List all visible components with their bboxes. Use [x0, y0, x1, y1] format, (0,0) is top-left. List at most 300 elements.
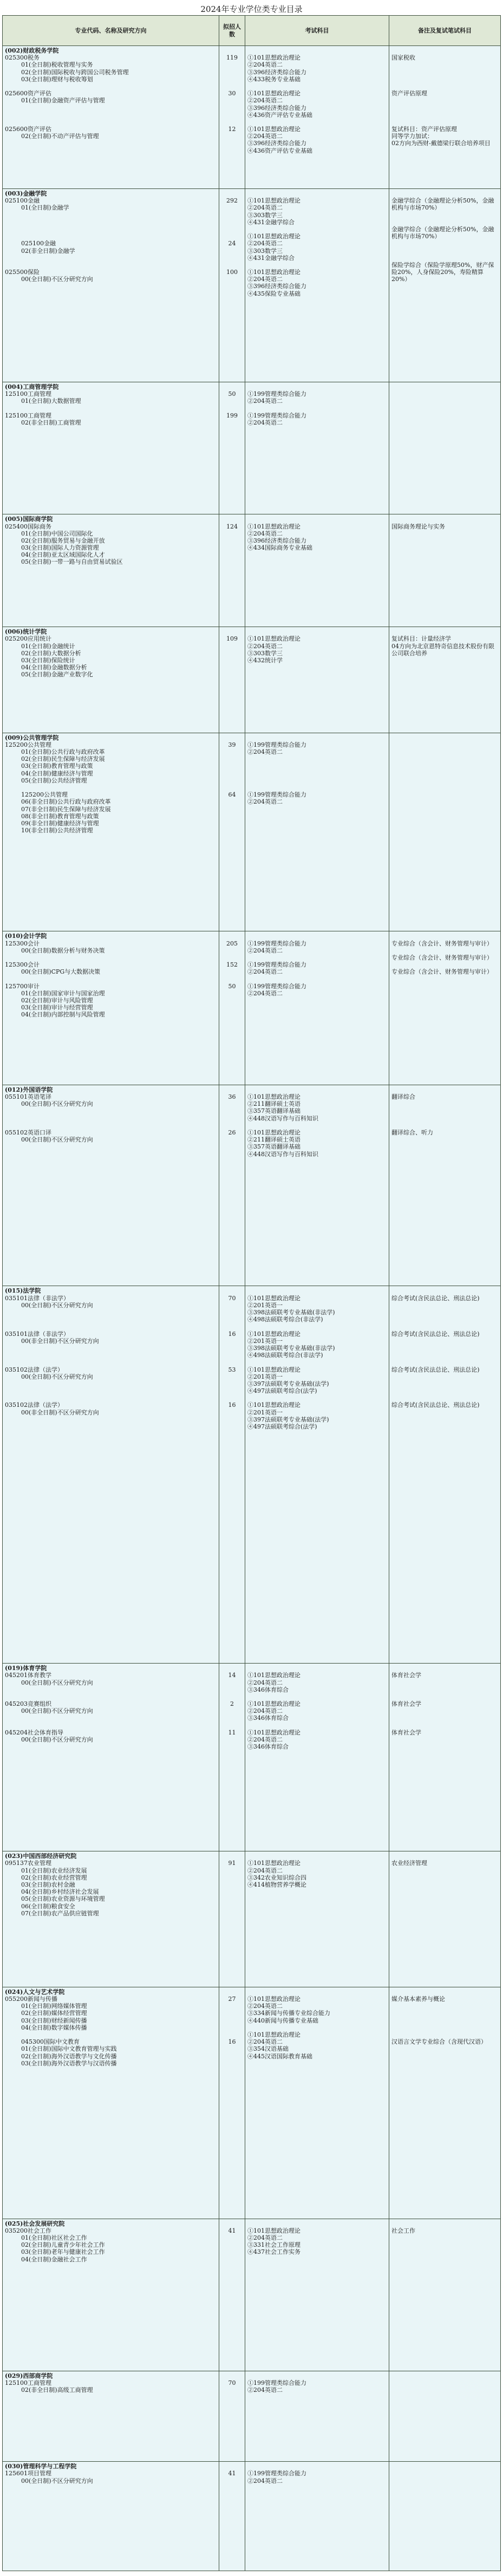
spacer — [391, 2060, 498, 2067]
spacer — [247, 954, 387, 961]
exam-cell — [245, 46, 389, 189]
spacer — [247, 806, 387, 813]
department-name: (019)体育学院 — [5, 1665, 47, 1672]
spacer — [391, 1665, 498, 1672]
note-text — [391, 412, 498, 419]
spacer — [221, 1686, 243, 1693]
quota-value: 27 16 — [228, 1995, 236, 2046]
exam-subject: ②201英语一 — [247, 1408, 283, 1416]
spacer — [247, 2394, 387, 2401]
dept-block-row — [3, 382, 501, 514]
spacer — [391, 834, 498, 841]
research-direction: 00(全日制)不区分研究方向 — [21, 1736, 93, 1744]
note-text: 专业综合（含会计、财务管理与审计） — [391, 940, 493, 947]
spacer — [221, 1100, 243, 1107]
program-name: 125700审计 — [5, 982, 40, 990]
exam-cell — [245, 1286, 389, 1664]
research-direction: 01(全日制)金融学 — [21, 204, 69, 212]
spacer — [221, 2053, 243, 2060]
note-text: 国际商务理论与实务 — [391, 523, 445, 530]
spacer — [391, 1394, 498, 1401]
program-cell — [3, 2219, 219, 2371]
research-direction: 04(全日制)乡村经济社会发展 — [21, 1888, 99, 1896]
exam-subject: ④434国际商务专业基础 — [247, 544, 312, 552]
spacer — [247, 1019, 387, 1026]
exam-subject: ④431金融学综合 — [247, 254, 295, 262]
spacer — [221, 1714, 243, 1721]
spacer — [221, 1151, 243, 1158]
spacer — [247, 1693, 387, 1700]
spacer — [391, 975, 498, 982]
spacer — [5, 1693, 217, 1700]
department-name: (029)西部商学院 — [5, 2372, 53, 2379]
research-direction: 03(全日制)审计与经营管理 — [21, 1004, 93, 1012]
spacer — [5, 426, 217, 433]
spacer — [391, 1100, 498, 1107]
spacer — [391, 2372, 498, 2379]
exam-cell — [245, 627, 389, 733]
spacer — [221, 820, 243, 827]
dept-block-row — [3, 2462, 501, 2571]
research-direction: 01(全日制)税收管理与实务 — [21, 61, 93, 69]
spacer — [391, 2256, 498, 2263]
quota-cell — [219, 1664, 245, 1851]
exam-subject: ④435保险专业基础 — [247, 290, 301, 297]
spacer — [221, 1143, 243, 1150]
exam-subject: ④498法硕联考综合(非法学) — [247, 1316, 323, 1323]
dept-block-row — [3, 514, 501, 627]
research-direction — [5, 212, 217, 219]
dept-block-row — [3, 2371, 501, 2461]
spacer — [221, 2263, 243, 2270]
spacer — [391, 1409, 498, 1416]
spacer — [391, 69, 498, 76]
spacer — [221, 1917, 243, 1924]
note-text: 综合考试(含民法总论、刑法总论) — [391, 1294, 480, 1302]
spacer — [5, 566, 217, 573]
spacer — [391, 1430, 498, 1437]
research-direction: 00(全日制)不区分研究方向 — [21, 1679, 93, 1686]
exam-subject: ②204英语二 — [247, 989, 283, 997]
spacer — [5, 2394, 217, 2401]
spacer — [391, 1316, 498, 1323]
research-direction: 03(全日制)理财与税收筹划 — [21, 75, 93, 83]
note-text: 综合考试(含民法总论、刑法总论) — [391, 1330, 480, 1338]
spacer — [391, 784, 498, 791]
exam-subject: ②204英语二 — [247, 61, 283, 69]
exam-subject: ④448汉语写作与百科知识 — [247, 1114, 318, 1122]
table-header-row — [3, 16, 501, 46]
exam-subject: ②204英语二 — [247, 276, 283, 283]
spacer — [391, 1122, 498, 1129]
spacer — [247, 678, 387, 685]
spacer — [247, 190, 387, 197]
spacer — [247, 1323, 387, 1330]
spacer — [221, 1910, 243, 1917]
spacer — [5, 2484, 217, 2492]
exam-subject: ①101思想政治理论 — [247, 2227, 301, 2234]
spacer — [221, 426, 243, 433]
dept-block-row — [3, 1987, 501, 2219]
spacer — [247, 2463, 387, 2470]
quota-cell — [219, 189, 245, 382]
spacer — [5, 1316, 217, 1323]
research-direction: 02(全日制)服务贸易与金融开放 — [21, 537, 105, 544]
spacer — [391, 1309, 498, 1316]
research-direction: 01(全日制)国际中文教育管理与实践 — [21, 2045, 117, 2053]
spacer — [221, 140, 243, 147]
research-direction: 04(全日制)亚太区域国际化人才 — [21, 551, 105, 559]
research-direction: 00(全日制)不区分研究方向 — [21, 276, 93, 283]
spacer — [221, 1380, 243, 1387]
spacer — [247, 83, 387, 90]
spacer — [391, 1750, 498, 1757]
spacer — [391, 397, 498, 405]
research-direction — [5, 233, 217, 240]
exam-subject: ③346体育综合 — [247, 1714, 289, 1722]
spacer — [221, 154, 243, 161]
research-direction: 02(全日制)不动产评估与管理 — [21, 133, 99, 140]
spacer — [221, 1881, 243, 1888]
spacer — [391, 748, 498, 755]
spacer — [5, 1019, 217, 1026]
spacer — [5, 2263, 217, 2270]
spacer — [391, 770, 498, 777]
exam-subject: ④436资产评估专业基础 — [247, 147, 312, 154]
spacer — [221, 112, 243, 119]
spacer — [247, 997, 387, 1004]
spacer — [391, 1338, 498, 1345]
spacer — [391, 419, 498, 426]
spacer — [221, 61, 243, 68]
spacer — [247, 551, 387, 558]
spacer — [221, 147, 243, 154]
quota-cell — [219, 1085, 245, 1286]
research-direction: 02(全日制)媒体经营管理 — [21, 2010, 87, 2017]
quota-value: 70 — [228, 2379, 236, 2386]
spacer — [5, 1323, 217, 1330]
exam-subject: ②201英语一 — [247, 1301, 283, 1309]
spacer — [247, 975, 387, 982]
quota-cell — [219, 2462, 245, 2571]
spacer — [391, 664, 498, 671]
spacer — [221, 537, 243, 544]
note-text — [391, 741, 498, 748]
note-cell — [389, 1286, 501, 1664]
spacer — [5, 678, 217, 685]
exam-subject: ①101思想政治理论 — [247, 197, 301, 205]
spacer — [221, 968, 243, 975]
program-cell — [3, 514, 219, 627]
spacer — [221, 954, 243, 961]
exam-subject: ②204英语二 — [247, 419, 283, 426]
research-direction: 02(全日制)儿童青少年社会工作 — [21, 2241, 105, 2249]
spacer — [5, 262, 217, 269]
research-direction: 02(全日制)民生保障与经济发展 — [21, 755, 105, 763]
spacer — [221, 1323, 243, 1330]
research-direction: 01(全日制)金融资产评估与管理 — [21, 97, 105, 105]
spacer — [391, 961, 498, 968]
spacer — [391, 1679, 498, 1686]
quota-value: 41 — [228, 2227, 236, 2234]
spacer — [391, 1380, 498, 1387]
exam-subject: ②204英语二 — [247, 947, 283, 954]
exam-subject: ②211翻译硕士英语 — [247, 1100, 301, 1108]
quota-cell — [219, 1987, 245, 2219]
research-direction: 03(全日制)财经新闻传播 — [21, 2017, 87, 2024]
program-name: 045204社会体育指导 — [5, 1729, 63, 1736]
spacer — [247, 1004, 387, 1011]
spacer — [221, 975, 243, 982]
research-direction — [5, 226, 217, 233]
research-direction: 02(非全日制)高级工商管理 — [21, 2386, 93, 2394]
spacer — [391, 1423, 498, 1430]
research-direction: 05(全日制)农业资源与环境管理 — [21, 1895, 105, 1903]
quota-cell — [219, 733, 245, 931]
spacer — [391, 1714, 498, 1721]
research-direction: 05(全日制)金融产业数字化 — [21, 671, 93, 679]
spacer — [5, 1750, 217, 1757]
spacer — [247, 47, 387, 54]
exam-subject: ④437社会工作实务 — [247, 2248, 301, 2256]
quota-value: 205 — [226, 940, 238, 947]
quota-value: 36 — [228, 1093, 236, 1101]
research-direction: 00(全日制)CPG与大数据决策 — [21, 968, 101, 976]
exam-subject: ④414植物营养学概论 — [247, 1881, 306, 1889]
spacer — [221, 2386, 243, 2394]
spacer — [5, 1917, 217, 1924]
research-direction: 01(全日制)国家审计与国家治理 — [21, 989, 105, 997]
quota-cell — [219, 931, 245, 1085]
spacer — [391, 426, 498, 433]
research-direction: 04(全日制)金融社会工作 — [21, 2255, 87, 2263]
note-text — [391, 2379, 498, 2386]
program-cell — [3, 189, 219, 382]
program-cell — [3, 1085, 219, 1286]
program-cell — [3, 1987, 219, 2219]
spacer — [5, 112, 217, 119]
spacer — [221, 566, 243, 573]
spacer — [391, 2234, 498, 2241]
spacer — [221, 2484, 243, 2492]
exam-subject: ③396经济类综合能力 — [247, 283, 306, 290]
research-direction: 00(非全日制)不区分研究方向 — [21, 1408, 99, 1416]
spacer — [5, 1430, 217, 1437]
spacer — [391, 734, 498, 741]
spacer — [391, 791, 498, 798]
department-name: (004)工商管理学院 — [5, 383, 59, 390]
quota-value: 16 — [228, 1330, 236, 1338]
spacer — [221, 76, 243, 83]
spacer — [391, 1895, 498, 1902]
note-cell — [389, 627, 501, 733]
spacer — [221, 806, 243, 813]
spacer — [221, 2248, 243, 2255]
spacer — [247, 2484, 387, 2492]
exam-subject: ①101思想政治理论 — [247, 126, 301, 133]
quota-value: 70 — [228, 1294, 236, 1302]
exam-subject: ④497法硕联考综合(法学) — [247, 1423, 317, 1431]
spacer — [221, 643, 243, 650]
note-cell — [389, 514, 501, 627]
quota-value: 152 — [226, 961, 238, 969]
note-text: 资产评估原理 — [391, 90, 427, 97]
exam-subject: ④431金融学综合 — [247, 218, 295, 226]
program-name: 025200应用统计 — [5, 635, 51, 643]
research-direction: 125200公共管理 — [21, 791, 68, 799]
spacer — [221, 628, 243, 635]
spacer — [221, 1316, 243, 1323]
exam-subject: ③396经济类综合能力 — [247, 68, 306, 76]
spacer — [221, 2060, 243, 2067]
department-name: (005)国际商学院 — [5, 516, 53, 523]
spacer — [221, 1750, 243, 1757]
spacer — [391, 530, 498, 537]
exam-subject: ③342农业知识综合四 — [247, 1874, 306, 1881]
spacer — [247, 558, 387, 565]
research-direction: 00(全日制)数据分析与财务决策 — [21, 947, 105, 954]
exam-subject: ③397法硕联考专业基础(法学) — [247, 1380, 329, 1387]
program-name: 045203竞赛组织 — [5, 1700, 51, 1708]
program-cell — [3, 1286, 219, 1664]
exam-subject: ③397法硕联考专业基础(法学) — [247, 1416, 329, 1423]
quota-cell — [219, 382, 245, 514]
spacer — [221, 283, 243, 290]
spacer — [221, 2241, 243, 2248]
spacer — [391, 283, 498, 290]
spacer — [5, 1115, 217, 1122]
exam-subject: ②204英语二 — [247, 1707, 283, 1715]
quota-cell — [219, 1286, 245, 1664]
exam-subject: ①199管理类综合能力 — [247, 412, 306, 419]
spacer — [247, 2067, 387, 2074]
spacer — [5, 83, 217, 90]
spacer — [391, 1352, 498, 1359]
spacer — [391, 1136, 498, 1143]
spacer — [221, 383, 243, 390]
spacer — [5, 119, 217, 126]
spacer — [221, 2220, 243, 2227]
spacer — [221, 247, 243, 255]
research-direction: 01(全日制)社区社会工作 — [21, 2234, 87, 2242]
dept-block-row — [3, 931, 501, 1085]
exam-subject: ①199管理类综合能力 — [247, 940, 306, 947]
spacer — [221, 1387, 243, 1394]
spacer — [247, 1750, 387, 1757]
note-cell — [389, 1851, 501, 1987]
dept-block-row — [3, 733, 501, 931]
spacer — [221, 405, 243, 412]
spacer — [221, 664, 243, 671]
spacer — [5, 297, 217, 304]
exam-subject: ③357英语翻译基础 — [247, 1143, 301, 1151]
header-quota: 拟招人数 — [219, 16, 245, 46]
header-notes: 备注及复试笔试科目 — [389, 16, 501, 46]
exam-subject: ①101思想政治理论 — [247, 1729, 301, 1736]
research-direction: 10(非全日制)公共经济管理 — [21, 827, 93, 834]
spacer — [221, 2372, 243, 2379]
research-direction: 03(全日制)农村金融 — [21, 1881, 75, 1889]
note-cell — [389, 1987, 501, 2219]
spacer — [221, 1430, 243, 1437]
spacer — [221, 2463, 243, 2470]
quota-value: 100 — [226, 269, 238, 276]
spacer — [221, 544, 243, 551]
research-direction: 02(非全日制)工商管理 — [21, 419, 81, 426]
exam-subject: ②204英语二 — [247, 2477, 283, 2484]
spacer — [221, 1086, 243, 1093]
program-name: 035101法律（非法学） — [5, 1330, 69, 1338]
spacer — [221, 47, 243, 54]
note-cell — [389, 931, 501, 1085]
research-direction: 05(全日制)一带一路与自由贸易试验区 — [21, 558, 123, 566]
exam-subject: ①101思想政治理论 — [247, 90, 301, 97]
spacer — [391, 83, 498, 90]
spacer — [221, 2394, 243, 2401]
spacer — [221, 813, 243, 820]
spacer — [391, 247, 498, 255]
spacer — [391, 932, 498, 940]
exam-cell — [245, 1085, 389, 1286]
exam-subject: ①101思想政治理论 — [247, 523, 301, 530]
spacer — [221, 650, 243, 657]
spacer — [221, 997, 243, 1004]
research-direction: 06(全日制)粮食安全 — [21, 1902, 75, 1910]
exam-cell — [245, 2462, 389, 2571]
spacer — [247, 154, 387, 161]
research-direction: 02(全日制)大数据分析 — [21, 649, 81, 657]
exam-subject: ②211翻译硕士英语 — [247, 1136, 301, 1144]
spacer — [247, 827, 387, 834]
program-name: 025600资产评估 — [5, 90, 51, 97]
spacer — [221, 83, 243, 90]
exam-cell — [245, 1987, 389, 2219]
department-name: (002)财政税务学院 — [5, 47, 59, 54]
header-program: 专业代码、名称及研究方向 — [3, 16, 219, 46]
spacer — [247, 516, 387, 523]
spacer — [221, 678, 243, 685]
program-cell — [3, 1664, 219, 1851]
exam-subject: ①101思想政治理论 — [247, 1860, 301, 1867]
spacer — [391, 566, 498, 573]
spacer — [391, 1707, 498, 1714]
dept-block-row — [3, 46, 501, 189]
exam-subject: ③398法硕联考专业基础(非法学) — [247, 1344, 335, 1352]
spacer — [5, 1151, 217, 1158]
spacer — [5, 1416, 217, 1423]
exam-subject: ①101思想政治理论 — [247, 54, 301, 62]
program-cell — [3, 931, 219, 1085]
quota-value: 14 — [228, 1672, 236, 1679]
research-direction: 00(非全日制)不区分研究方向 — [21, 1337, 99, 1345]
spacer — [221, 530, 243, 537]
spacer — [391, 806, 498, 813]
spacer — [391, 240, 498, 247]
spacer — [247, 1895, 387, 1902]
quota-value: 53 — [228, 1366, 236, 1373]
quota-value: 26 — [228, 1129, 236, 1137]
note-text: 体育社会学 — [391, 1672, 421, 1679]
spacer — [391, 516, 498, 523]
spacer — [221, 1011, 243, 1018]
note-text: 媒介基本素养与概论 汉语言文学专业综合（含现代汉语） — [391, 1995, 487, 2046]
exam-subject: ①199管理类综合能力 — [247, 2379, 306, 2386]
spacer — [221, 1338, 243, 1345]
spacer — [391, 1988, 498, 1995]
research-direction: 04(全日制)数字媒体传播 — [21, 2024, 87, 2031]
research-direction: 01(全日制)大数据管理 — [21, 397, 81, 405]
spacer — [221, 297, 243, 304]
